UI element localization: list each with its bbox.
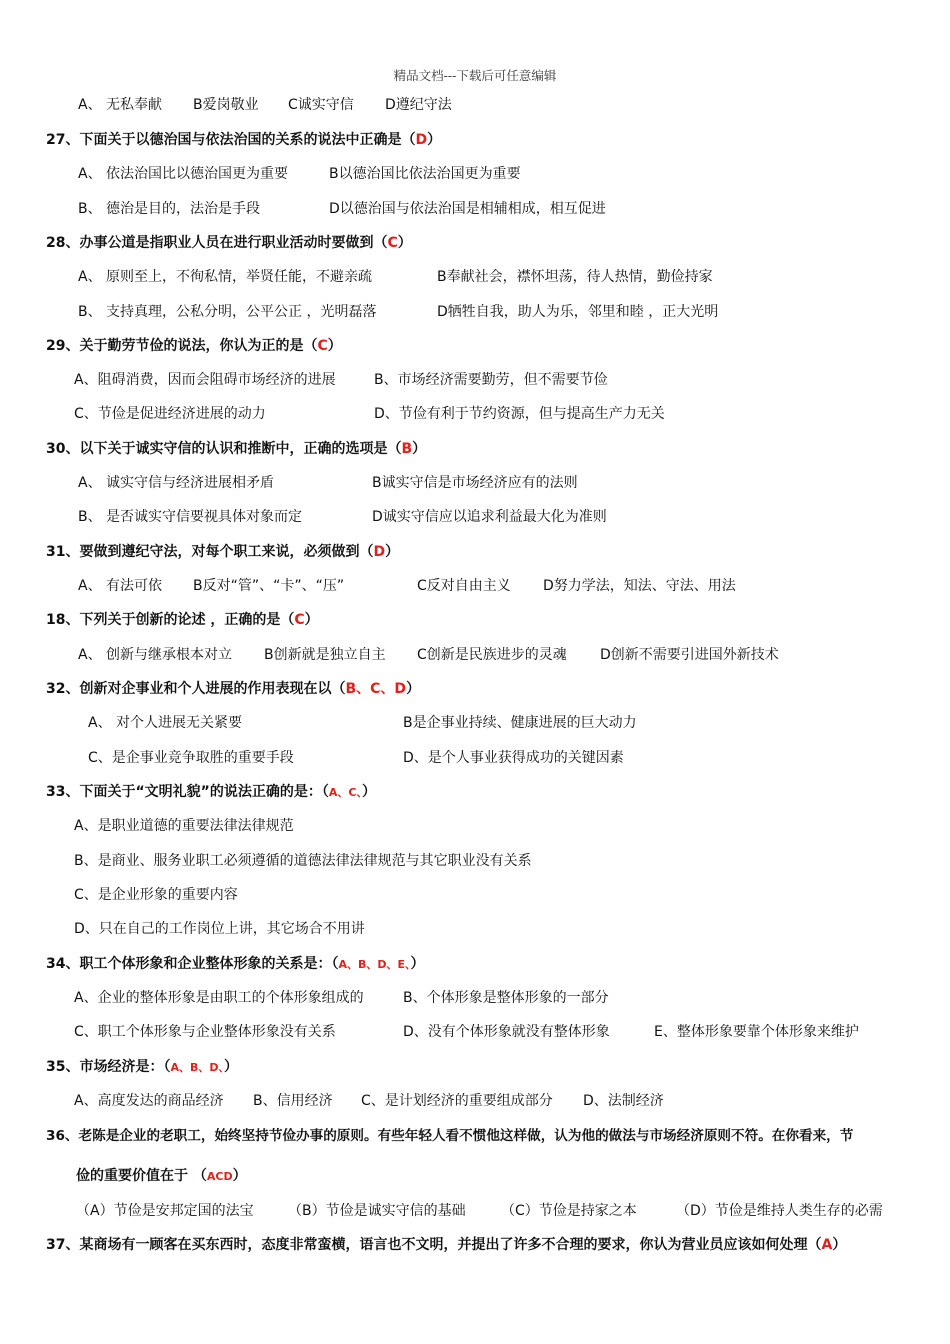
option-a: A、是职业道德的重要法律法律规范 [74, 818, 294, 834]
question-close: ） [304, 612, 319, 628]
page-header: 精品文档---下载后可任意编辑 [393, 68, 557, 83]
question-28 [46, 234, 412, 252]
question-36-line-1: 36、老陈是企业的老职工，始终坚持节俭办事的原则。有些年轻人看不惯他这样做，认为他的做法与市场经济原则不符。在你看来，节 [46, 1128, 854, 1144]
option-b: B反对“管”、“卡”、“压” [193, 578, 345, 594]
question-34 [46, 955, 425, 974]
option-c: B、 是否诚实守信要视具体对象而定 [78, 509, 303, 525]
option-a: A、阻碍消费，因而会阻碍市场经济的进展 [74, 372, 336, 388]
answer: A、C、 [328, 786, 362, 799]
option-d: （D）节俭是维持人类生存的必需 [676, 1203, 883, 1219]
option-c: （C）节俭是持家之本 [501, 1203, 637, 1219]
question-30 [46, 440, 426, 458]
question-text: 35、市场经济是：（ [46, 1059, 171, 1075]
option-b: B奉献社会，襟怀坦荡，待人热情，勤俭持家 [437, 269, 713, 285]
question-text: 33、下面关于“文明礼貌”的说法正确的是：（ [46, 784, 329, 800]
answer: A、B、D、 [170, 1061, 225, 1074]
option-d: D努力学法，知法、守法、用法 [543, 578, 736, 594]
option-d: D创新不需要引进国外新技术 [600, 647, 779, 663]
option-c: C、是企事业竞争取胜的重要手段 [88, 750, 294, 766]
question-close: ） [361, 784, 376, 800]
question-close: ） [224, 1059, 239, 1075]
question-text: 俭的重要价值在于 （ [76, 1168, 207, 1184]
option-d: D遵纪守法 [385, 97, 452, 113]
option-d: D、没有个体形象就没有整体形象 [403, 1024, 610, 1040]
option-c: C、是企业形象的重要内容 [74, 887, 238, 903]
option-b: B、个体形象是整体形象的一部分 [403, 990, 609, 1006]
question-text: 31、要做到遵纪守法，对每个职工来说，必须做到（ [46, 544, 374, 560]
question-close: ） [427, 132, 442, 148]
option-a: （A）节俭是安邦定国的法宝 [76, 1203, 254, 1219]
question-close: ） [832, 1237, 847, 1253]
question-text: 32、创新对企事业和个人进展的作用表现在以（ [46, 681, 346, 697]
question-close: ） [412, 441, 427, 457]
option-a: A、 对个人进展无关紧要 [88, 715, 243, 731]
answer: B、C、D [345, 681, 407, 697]
option-d: D、法制经济 [583, 1093, 664, 1109]
option-b: （B）节俭是诚实守信的基础 [288, 1203, 466, 1219]
answer: ACD [206, 1170, 233, 1183]
option-c: B、 德治是目的，法治是手段 [78, 201, 261, 217]
option-d: D牺牲自我，助人为乐，邻里和睦 ，正大光明 [437, 304, 719, 320]
option-b: B、信用经济 [253, 1093, 333, 1109]
option-c: C、职工个体形象与企业整体形象没有关系 [74, 1024, 336, 1040]
option-d: D诚实守信应以追求利益最大化为准则 [372, 509, 607, 525]
option-c: B、 支持真理，公私分明，公平公正 ，光明磊落 [78, 304, 377, 320]
option-b: B、是商业、服务业职工必须遵循的道德法律法律规范与其它职业没有关系 [74, 853, 532, 869]
option-a: A、企业的整体形象是由职工的个体形象组成的 [74, 990, 364, 1006]
question-text: 18、下列关于创新的论述 ，正确的是（ [46, 612, 295, 628]
option-d: D以德治国与依法治国是相辅相成，相互促进 [329, 201, 606, 217]
option-d: D、只在自己的工作岗位上讲，其它场合不用讲 [74, 921, 365, 937]
option-b: B、市场经济需要勤劳，但不需要节俭 [374, 372, 608, 388]
question-18 [46, 611, 319, 629]
question-close: ） [406, 681, 421, 697]
option-a: A、高度发达的商品经济 [74, 1093, 224, 1109]
option-c: C创新是民族进步的灵魂 [417, 647, 567, 663]
option-c: C反对自由主义 [417, 578, 511, 594]
question-close: ） [385, 544, 400, 560]
option-a: A、 诚实守信与经济进展相矛盾 [78, 475, 275, 491]
answer: C [294, 612, 305, 628]
answer: D [415, 132, 428, 148]
answer: A、B、D、E、 [338, 958, 411, 971]
question-29 [46, 337, 342, 355]
question-36-line-2 [76, 1167, 247, 1186]
question-text: 28、办事公道是指职业人员在进行职业活动时要做到（ [46, 235, 388, 251]
option-a: A、 无私奉献 [78, 97, 163, 113]
option-d: D、节俭有利于节约资源，但与提高生产力无关 [374, 406, 665, 422]
question-close: ） [397, 235, 412, 251]
option-a: A、 原则至上，不徇私情，举贤任能，不避亲疏 [78, 269, 373, 285]
question-text: 27、下面关于以德治国与依法治国的关系的说法中正确是（ [46, 132, 416, 148]
option-b: B以德治国比依法治国更为重要 [329, 166, 521, 182]
question-text: 30、以下关于诚实守信的认识和推断中，正确的选项是（ [46, 441, 402, 457]
option-b: B爱岗敬业 [193, 97, 259, 113]
question-37 [46, 1236, 846, 1254]
option-c: C、是计划经济的重要组成部分 [361, 1093, 553, 1109]
option-a: A、 有法可依 [78, 578, 163, 594]
option-c: C诚实守信 [288, 97, 354, 113]
option-b: B是企事业持续、健康进展的巨大动力 [403, 715, 637, 731]
option-a: A、 依法治国比以德治国更为重要 [78, 166, 289, 182]
answer: B [401, 441, 413, 457]
answer: D [373, 544, 386, 560]
option-a: A、 创新与继承根本对立 [78, 647, 233, 663]
answer: A [821, 1237, 833, 1253]
question-27 [46, 131, 441, 149]
option-d: D、是个人事业获得成功的关键因素 [403, 750, 624, 766]
question-close: ） [410, 956, 425, 972]
option-c: C、节俭是促进经济进展的动力 [74, 406, 266, 422]
question-text: 34、职工个体形象和企业整体形象的关系是：（ [46, 956, 339, 972]
question-33 [46, 783, 376, 802]
option-b: B诚实守信是市场经济应有的法则 [372, 475, 578, 491]
question-text: 37、某商场有一顾客在买东西时，态度非常蛮横，语言也不文明，并提出了许多不合理的要求，你认为营业员应该如何处理（ [46, 1237, 822, 1253]
question-text: 29、关于勤劳节俭的说法，你认为正的是（ [46, 338, 318, 354]
option-e: E、整体形象要靠个体形象来维护 [654, 1024, 859, 1040]
question-close: ） [232, 1168, 247, 1184]
question-close: ） [327, 338, 342, 354]
option-b: B创新就是独立自主 [264, 647, 386, 663]
question-35 [46, 1058, 238, 1077]
question-32 [46, 680, 420, 698]
answer: C [387, 235, 398, 251]
answer: C [317, 338, 328, 354]
question-31 [46, 543, 399, 561]
